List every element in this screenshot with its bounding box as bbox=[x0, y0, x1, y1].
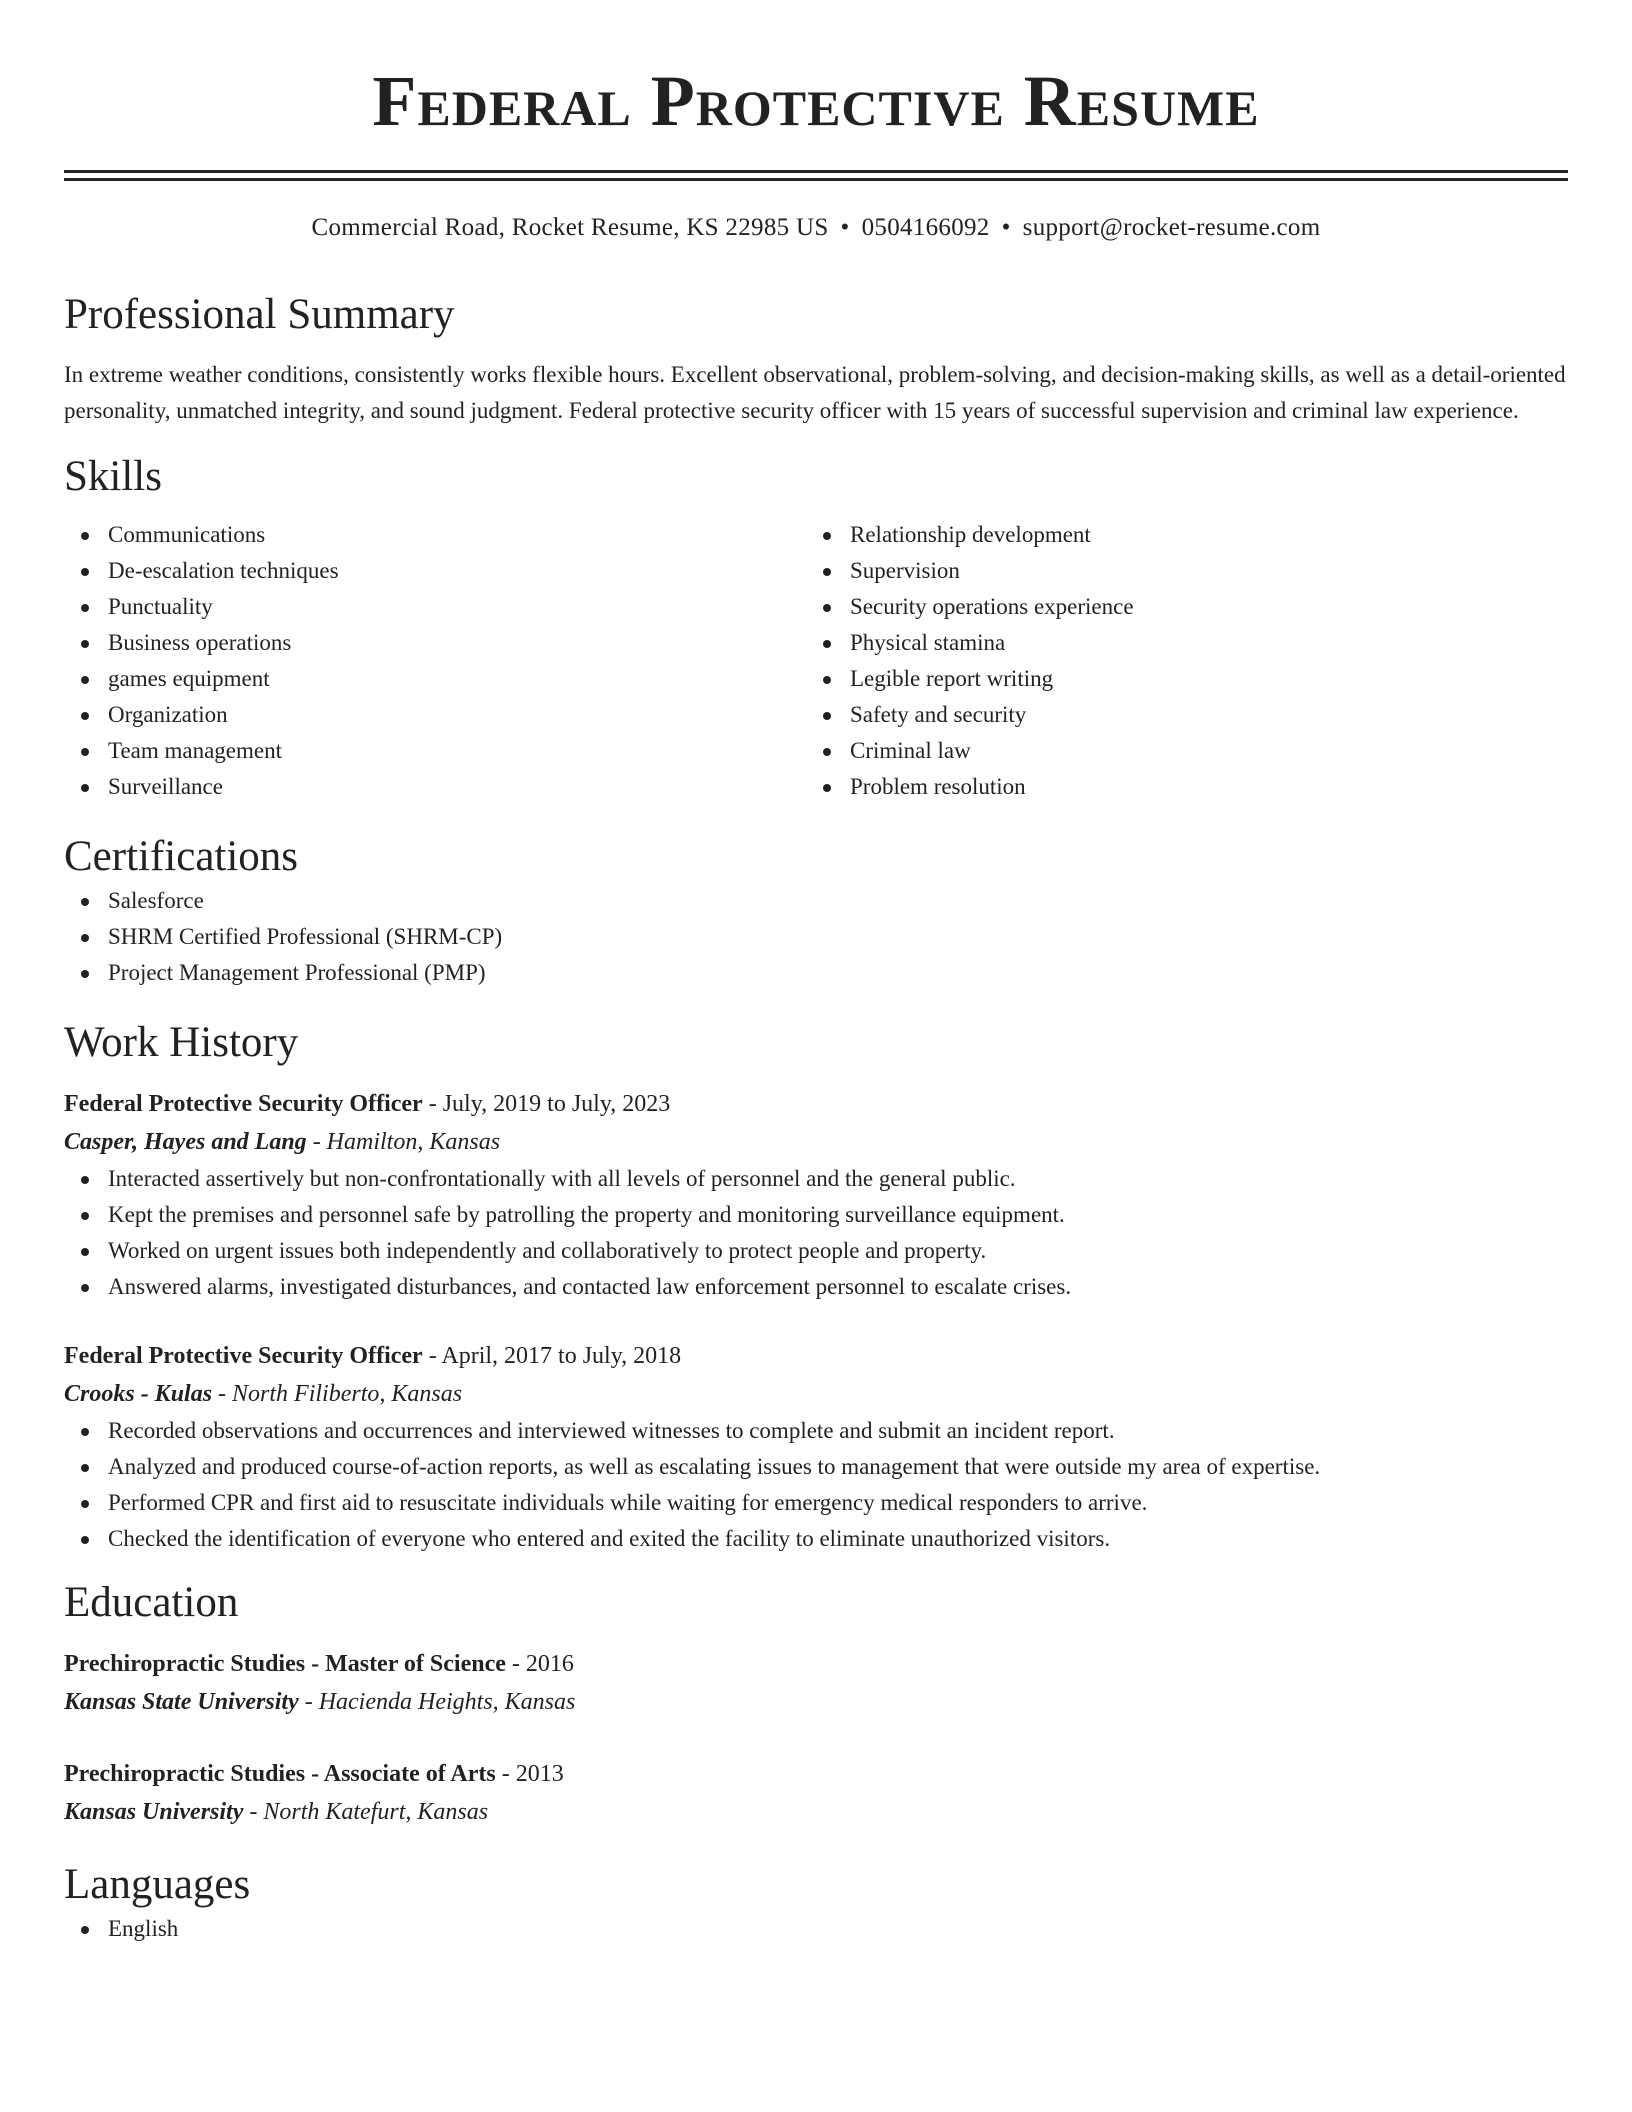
contact-email: support@rocket-resume.com bbox=[1022, 214, 1321, 241]
job-location: - Hamilton, Kansas bbox=[306, 1129, 501, 1155]
job-entry bbox=[64, 1085, 1568, 1305]
job-duty-item: Worked on urgent issues both independently and collaboratively to protect people and property. bbox=[64, 1233, 1568, 1269]
bullet-icon bbox=[81, 1176, 89, 1184]
job-duties-list bbox=[64, 1413, 1568, 1557]
contact-separator: • bbox=[840, 214, 850, 241]
job-duty-item: Analyzed and produced course-of-action reports, as well as escalating issues to management that were outside my area of expertise. bbox=[64, 1449, 1568, 1485]
bullet-icon bbox=[81, 1248, 89, 1256]
job-duty-item: Interacted assertively but non-confrontationally with all levels of personnel and the general public. bbox=[64, 1161, 1568, 1197]
bullet-icon bbox=[81, 1428, 89, 1436]
contact-phone: 0504166092 bbox=[861, 214, 990, 241]
education-degree: Prechiropractic Studies - Master of Science bbox=[64, 1651, 506, 1677]
bullet-icon bbox=[81, 934, 89, 942]
skills-right-list bbox=[806, 517, 1548, 805]
summary-section bbox=[64, 289, 1568, 429]
skills-section bbox=[64, 451, 1568, 805]
education-section bbox=[64, 1577, 1568, 1831]
education-degree: Prechiropractic Studies - Associate of Arts bbox=[64, 1761, 496, 1787]
bullet-icon bbox=[823, 676, 831, 684]
bullet-icon bbox=[81, 970, 89, 978]
skill-item: Security operations experience bbox=[806, 589, 1548, 625]
education-entry bbox=[64, 1755, 1568, 1831]
skill-item: Organization bbox=[64, 697, 806, 733]
bullet-icon bbox=[81, 1212, 89, 1220]
job-title: Federal Protective Security Officer bbox=[64, 1343, 423, 1369]
skill-item: Communications bbox=[64, 517, 806, 553]
education-school: Kansas University bbox=[64, 1799, 244, 1825]
skill-item: Physical stamina bbox=[806, 625, 1548, 661]
job-company: Crooks - Kulas bbox=[64, 1381, 213, 1407]
contact-line bbox=[64, 211, 1568, 245]
bullet-icon bbox=[81, 676, 89, 684]
skill-item: Team management bbox=[64, 733, 806, 769]
skill-item: De-escalation techniques bbox=[64, 553, 806, 589]
skills-heading: Skills bbox=[64, 453, 162, 500]
bullet-icon bbox=[81, 898, 89, 906]
job-duty-item: Recorded observations and occurrences and interviewed witnesses to complete and submit an incident report. bbox=[64, 1413, 1568, 1449]
skill-item: games equipment bbox=[64, 661, 806, 697]
skills-left-list bbox=[64, 517, 806, 805]
work-history-section bbox=[64, 1017, 1568, 1557]
bullet-icon bbox=[81, 1284, 89, 1292]
job-dates: - July, 2019 to July, 2023 bbox=[422, 1091, 671, 1117]
skill-item: Surveillance bbox=[64, 769, 806, 805]
certifications-list bbox=[64, 883, 1568, 991]
job-duties-list bbox=[64, 1161, 1568, 1305]
skill-item: Criminal law bbox=[806, 733, 1548, 769]
bullet-icon bbox=[81, 1536, 89, 1544]
education-degree-line bbox=[64, 1645, 1568, 1683]
certification-item: Project Management Professional (PMP) bbox=[64, 955, 1568, 991]
job-title: Federal Protective Security Officer bbox=[64, 1091, 423, 1117]
bullet-icon bbox=[81, 640, 89, 648]
job-duty-item: Kept the premises and personnel safe by patrolling the property and monitoring surveillance equipment. bbox=[64, 1197, 1568, 1233]
languages-list bbox=[64, 1911, 1568, 1947]
certifications-heading: Certifications bbox=[64, 833, 299, 880]
job-company-line bbox=[64, 1123, 1568, 1161]
skill-item: Supervision bbox=[806, 553, 1548, 589]
skill-item: Safety and security bbox=[806, 697, 1548, 733]
bullet-icon bbox=[823, 712, 831, 720]
contact-separator: • bbox=[1001, 214, 1011, 241]
job-entry bbox=[64, 1337, 1568, 1557]
job-duty-item: Checked the identification of everyone who entered and exited the facility to eliminate unauthorized visitors. bbox=[64, 1521, 1568, 1557]
languages-section bbox=[64, 1859, 1568, 1947]
job-location: - North Filiberto, Kansas bbox=[212, 1381, 463, 1407]
work-history-heading: Work History bbox=[64, 1019, 299, 1066]
skill-item: Relationship development bbox=[806, 517, 1548, 553]
bullet-icon bbox=[823, 532, 831, 540]
languages-heading: Languages bbox=[64, 1861, 251, 1908]
bullet-icon bbox=[81, 784, 89, 792]
job-company: Casper, Hayes and Lang bbox=[64, 1129, 307, 1155]
resume-title: Federal Protective Resume bbox=[372, 61, 1260, 141]
skill-item: Punctuality bbox=[64, 589, 806, 625]
language-item: English bbox=[64, 1911, 1568, 1947]
bullet-icon bbox=[823, 784, 831, 792]
job-title-line bbox=[64, 1085, 1568, 1123]
education-heading: Education bbox=[64, 1579, 239, 1626]
title-double-rule bbox=[64, 170, 1568, 181]
education-year: - 2013 bbox=[495, 1761, 564, 1787]
skills-left-column bbox=[64, 517, 806, 805]
education-degree-line bbox=[64, 1755, 1568, 1793]
certifications-section bbox=[64, 831, 1568, 991]
bullet-icon bbox=[823, 748, 831, 756]
skills-right-column bbox=[806, 517, 1548, 805]
job-dates: - April, 2017 to July, 2018 bbox=[422, 1343, 682, 1369]
skill-item: Business operations bbox=[64, 625, 806, 661]
education-location: - Hacienda Heights, Kansas bbox=[298, 1689, 576, 1715]
education-location: - North Katefurt, Kansas bbox=[243, 1799, 489, 1825]
bullet-icon bbox=[81, 1926, 89, 1934]
bullet-icon bbox=[81, 532, 89, 540]
bullet-icon bbox=[823, 640, 831, 648]
certification-item: Salesforce bbox=[64, 883, 1568, 919]
education-year: - 2016 bbox=[505, 1651, 574, 1677]
education-school-line bbox=[64, 1793, 1568, 1831]
bullet-icon bbox=[81, 712, 89, 720]
job-company-line bbox=[64, 1375, 1568, 1413]
bullet-icon bbox=[823, 604, 831, 612]
skills-grid bbox=[64, 517, 1568, 805]
job-duty-item: Answered alarms, investigated disturbances, and contacted law enforcement personnel to escalate crises. bbox=[64, 1269, 1568, 1305]
skill-item: Problem resolution bbox=[806, 769, 1548, 805]
summary-heading: Professional Summary bbox=[64, 291, 455, 338]
bullet-icon bbox=[81, 1500, 89, 1508]
bullet-icon bbox=[81, 568, 89, 576]
bullet-icon bbox=[823, 568, 831, 576]
summary-text: In extreme weather conditions, consistently works flexible hours. Excellent observational, problem-solving, and decision-making skills, as well as a detail-oriented personality, unmatched integrity, and sound judgment. Federal protective security officer with 15 years of successful supervision and criminal law experience. bbox=[64, 362, 1566, 423]
bullet-icon bbox=[81, 748, 89, 756]
bullet-icon bbox=[81, 1464, 89, 1472]
job-title-line bbox=[64, 1337, 1568, 1375]
skill-item: Legible report writing bbox=[806, 661, 1548, 697]
certification-item: SHRM Certified Professional (SHRM-CP) bbox=[64, 919, 1568, 955]
bullet-icon bbox=[81, 604, 89, 612]
education-school-line bbox=[64, 1683, 1568, 1721]
contact-address: Commercial Road, Rocket Resume, KS 22985 US bbox=[311, 214, 829, 241]
education-school: Kansas State University bbox=[64, 1689, 299, 1715]
education-entry bbox=[64, 1645, 1568, 1721]
job-duty-item: Performed CPR and first aid to resuscitate individuals while waiting for emergency medical responders to arrive. bbox=[64, 1485, 1568, 1521]
